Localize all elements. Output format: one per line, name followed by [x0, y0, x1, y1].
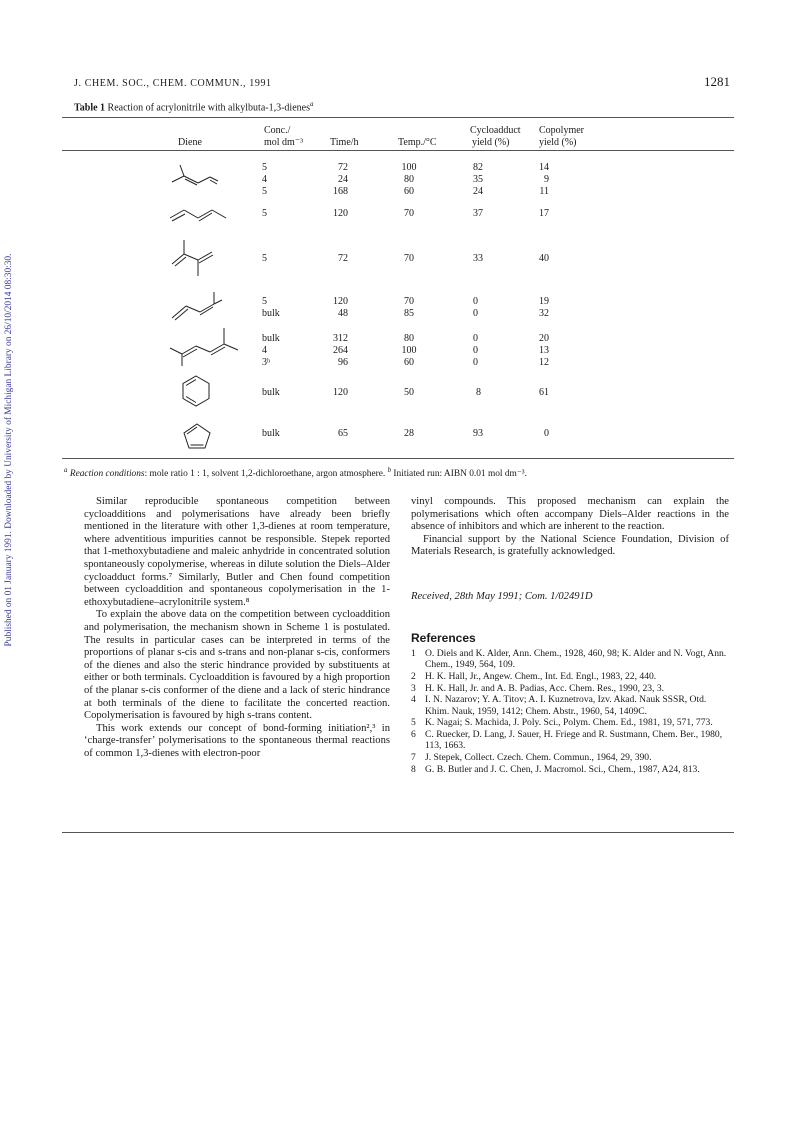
row-1-temp: 100 80 60: [401, 162, 417, 197]
reference-text: H. K. Hall, Jr. and A. B. Padias, Acc. Chem. Res., 1990, 23, 3.: [425, 682, 665, 694]
reference-number: 7: [411, 751, 416, 763]
reference-item: [411, 752, 729, 763]
table-footnote: [64, 466, 527, 479]
left-column: [84, 496, 390, 760]
row-5-conc: bulk 4 3ᵇ: [262, 333, 280, 368]
row-2-conc: 5: [262, 208, 267, 219]
methylpentadiene-structure-icon: [170, 290, 226, 324]
footnote-a-text: : mole ratio 1 : 1, solvent 1,2-dichloroethane, argon atmosphere.: [144, 469, 386, 480]
row-1-cycloadduct: 82 35 24: [473, 162, 483, 197]
row-4-cycloadduct: 0 0: [473, 296, 478, 319]
reference-item: [411, 729, 729, 751]
col-header-cycloadduct: Cycloadduct: [470, 125, 521, 136]
row-2-temp: 70: [404, 208, 414, 219]
row-1-conc: 5 4 5: [262, 162, 267, 197]
journal-header: J. CHEM. SOC., CHEM. COMMUN., 1991: [74, 78, 272, 89]
dimethylhexadiene-structure-icon: [168, 326, 242, 366]
table-caption-mark: a: [309, 100, 314, 108]
row-2-cycloadduct: 37: [473, 208, 483, 219]
row-1-copolymer: 14 9 11: [539, 162, 549, 197]
reference-item: [411, 683, 729, 694]
col-header-time: Time/h: [330, 137, 359, 148]
row-7-conc: bulk: [262, 428, 280, 439]
left-paragraph-1: Similar reproducible spontaneous competition between cycloadditions and polymerisations have already been briefly mentioned in the literature with other 1,3-dienes at room temperature, where adventitious impurities cannot be responsible. Stepek reported that 1-methoxybutadiene and maleic anhydride in concentrated solution spontaneously copolymerise, whereas in dilute solution the Diels–Alder cycloadduct forms.⁷ Similarly, Butler and Chen found competition between cycloaddition and spontaneous copolymerisation in the 1-ethoxybutadiene–acrylonitrile system.⁸: [84, 496, 390, 608]
row-5-temp: 80 100 60: [401, 333, 417, 368]
page-bottom-rule: [62, 832, 734, 833]
reference-number: 6: [411, 728, 416, 740]
table-caption: [74, 100, 313, 113]
col-header-diene: Diene: [178, 137, 202, 148]
row-6-conc: bulk: [262, 387, 280, 398]
table-bottom-rule: [62, 458, 734, 459]
reference-text: O. Diels and K. Alder, Ann. Chem., 1928, 460, 98; K. Alder and N. Vogt, Ann. Chem., 1949, 564, 109.: [425, 648, 727, 671]
row-7-cycloadduct: 93: [473, 428, 483, 439]
row-2-copolymer: 17: [539, 208, 549, 219]
col-header-temp: Temp./°C: [398, 137, 437, 148]
row-3-time: 72: [338, 253, 348, 264]
references-heading: References: [411, 631, 476, 645]
col-header-conc: Conc./: [264, 125, 291, 136]
reference-text: H. K. Hall, Jr., Angew. Chem., Int. Ed. Engl., 1983, 22, 440.: [425, 670, 657, 682]
reference-number: 3: [411, 682, 416, 694]
col-header-copolymer-unit: yield (%): [539, 137, 577, 148]
right-paragraph-2: Financial support by the National Science Foundation, Division of Materials Research, is gratefully acknowledged.: [411, 533, 729, 558]
reference-text: G. B. Butler and J. C. Chen, J. Macromol. Sci., Chem., 1987, A24, 813.: [425, 763, 700, 775]
row-7-temp: 28: [404, 428, 414, 439]
table-caption-text: Reaction of acrylonitrile with alkylbuta-1,3-dienes: [107, 102, 310, 114]
cyclopentadiene-structure-icon: [182, 422, 212, 450]
left-paragraph-3: This work extends our concept of bond-forming initiation²,³ in ‘charge-transfer’ polymerisations to the spontaneous thermal reactions of common 1,3-dienes with electron-poor: [84, 722, 390, 759]
row-2-time: 120: [333, 208, 348, 219]
reference-text: K. Nagai; S. Machida, J. Poly. Sci., Polym. Chem. Ed., 1981, 19, 571, 773.: [425, 717, 713, 729]
reference-number: 8: [411, 763, 416, 775]
row-3-temp: 70: [404, 253, 414, 264]
reference-number: 5: [411, 717, 416, 729]
row-4-temp: 70 85: [404, 296, 414, 319]
row-4-conc: 5 bulk: [262, 296, 280, 319]
table-top-rule: [62, 117, 734, 118]
row-7-copolymer: 0: [544, 428, 549, 439]
row-3-conc: 5: [262, 253, 267, 264]
row-6-temp: 50: [404, 387, 414, 398]
row-5-copolymer: 20 13 12: [539, 333, 549, 368]
reference-text: C. Ruecker, D. Lang, J. Sauer, H. Friege and R. Sustmann, Chem. Ber., 1980, 113, 1663.: [425, 728, 723, 752]
page-number: 1281: [704, 74, 730, 89]
table-header-rule: [62, 150, 734, 151]
reference-number: 4: [411, 694, 416, 706]
download-watermark: [2, 200, 16, 700]
reference-text: I. N. Nazarov; Y. A. Titov; A. I. Kuznetrova, Izv. Akad. Nauk SSSR, Otd. Khim. Nauk, 1959, 1412; Chem. Abstr., 1960, 54, 1409C.: [425, 694, 707, 717]
reference-item: [411, 648, 729, 670]
reference-item: [411, 694, 729, 716]
footnote-a-label: Reaction conditions: [69, 469, 145, 480]
dimethylbutadiene-structure-icon: [170, 238, 222, 278]
row-3-copolymer: 40: [539, 253, 549, 264]
right-paragraph-1: vinyl compounds. This proposed mechanism can explain the polymerisations which often accompany Diels–Alder reactions in the absence of inhibitors and which are inherent to the reaction.: [411, 496, 729, 533]
row-1-time: 72 24 168: [333, 162, 348, 197]
footnote-b-mark: b: [387, 466, 392, 474]
footnote-b-text: Initiated run: AIBN 0.01 mol dm⁻³.: [393, 469, 527, 480]
row-5-cycloadduct: 0 0 0: [473, 333, 478, 368]
row-6-cycloadduct: 8: [476, 387, 481, 398]
reference-text: J. Stepek, Collect. Czech. Chem. Commun., 1964, 29, 390.: [425, 751, 652, 763]
cyclohexadiene-structure-icon: [181, 374, 211, 408]
piperylene-structure-icon: [168, 200, 230, 224]
isoprene-structure-icon: [170, 162, 220, 190]
reference-number: 2: [411, 670, 416, 682]
row-7-time: 65: [338, 428, 348, 439]
footnote-a-mark: a: [64, 466, 68, 474]
table-caption-label: Table 1: [74, 102, 106, 114]
right-column: [411, 496, 729, 559]
row-4-time: 120 48: [333, 296, 348, 319]
received-line: Received, 28th May 1991; Com. 1/02491D: [411, 591, 593, 602]
row-5-time: 312 264 96: [333, 333, 348, 368]
row-3-cycloadduct: 33: [473, 253, 483, 264]
col-header-conc-unit: mol dm⁻³: [264, 137, 304, 148]
reference-item: [411, 671, 729, 682]
row-6-time: 120: [333, 387, 348, 398]
reference-number: 1: [411, 648, 416, 659]
col-header-copolymer: Copolymer: [539, 125, 584, 136]
reference-item: [411, 764, 729, 775]
download-watermark-text: Published on 01 January 1991. Downloaded by University of Michigan Library on 26/10/2014 08:30:30.: [4, 253, 14, 647]
left-paragraph-2: To explain the above data on the competition between cycloaddition and polymerisation, the mechanism shown in Scheme 1 is postulated. The results in particular cases can be interpreted in terms of the proportions of planar s-cis and s-trans and non-planar s-cis, conformers of the dienes and also the steric hindrance provided by substituents at either or both terminals. Cycloaddition is favoured by a high proportion of the planar s-cis conformer of the diene and a lack of steric hindrance at both terminals of the diene to facilitate the concerted reaction. Copolymerisation is favoured by high s-trans content.: [84, 609, 390, 722]
row-4-copolymer: 19 32: [539, 296, 549, 319]
row-6-copolymer: 61: [539, 387, 549, 398]
col-header-cycloadduct-unit: yield (%): [472, 137, 510, 148]
reference-item: [411, 717, 729, 728]
references-list: [411, 648, 729, 775]
